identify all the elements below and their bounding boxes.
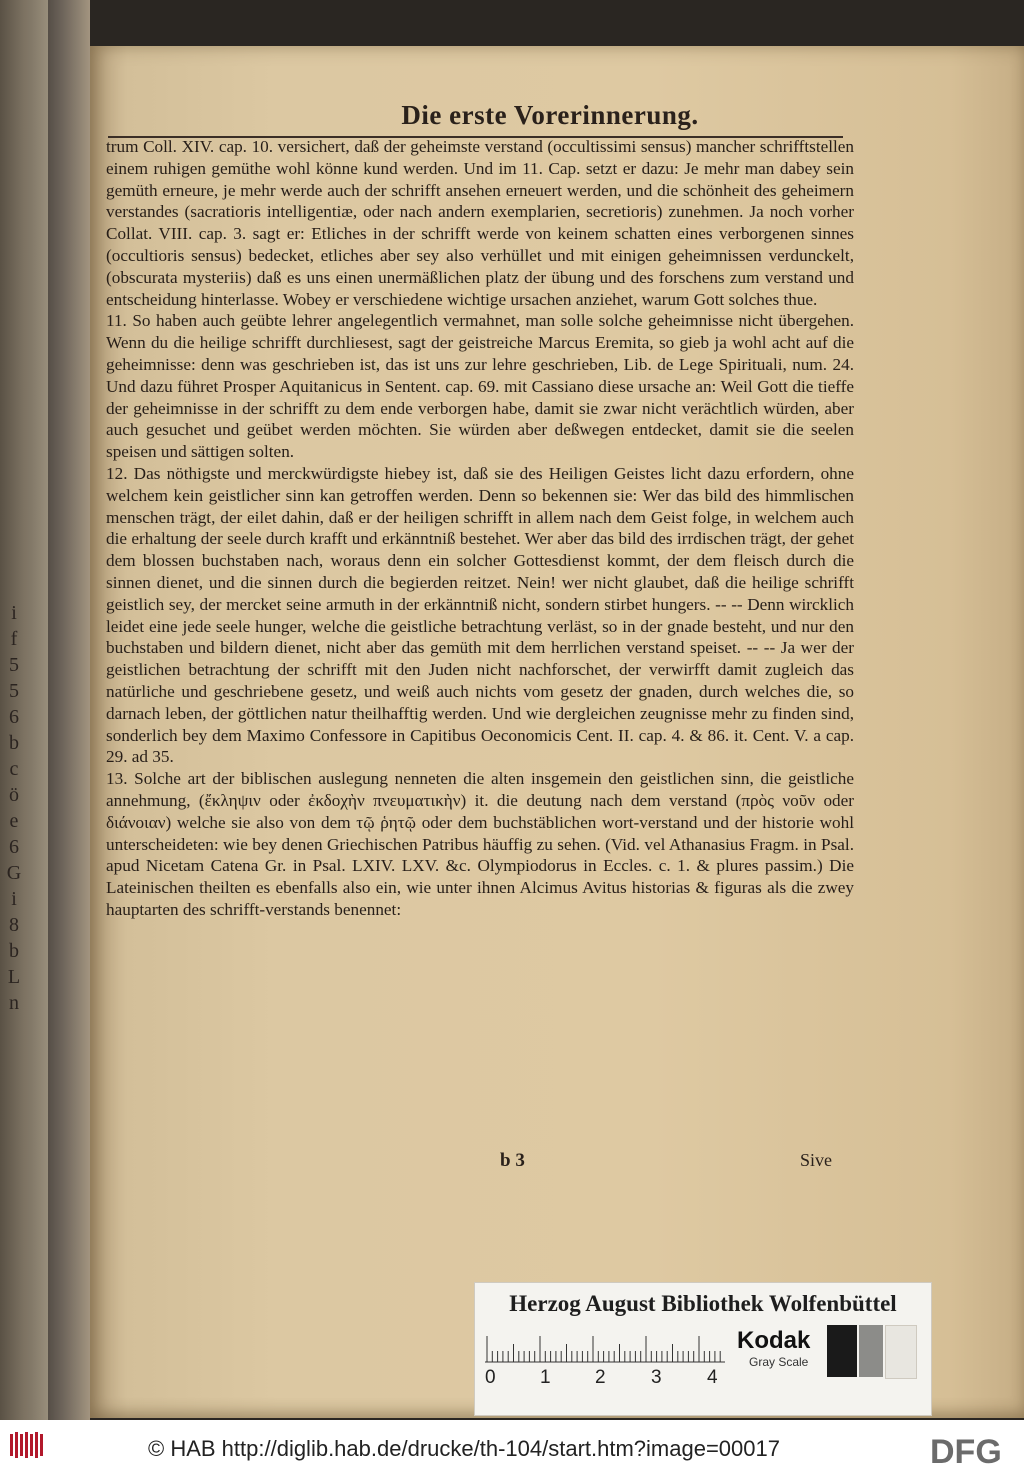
paragraph-continuation: trum Coll. XIV. cap. 10. versichert, daß der geheimste verstand (occultissimi sensus) mancher schrifftstellen einem ruhigen gemüthe wohl könne kund werden. Und im 11. Cap. setzt er dazu: Je mehr man dabey sein gemüth erneure, je mehr werde auch der schrifft ansehen erneuert werden, und die schönheit des geheimern verstandes (sacratioris intelligentiæ, oder nach andern exemplarien, secretioris) zunehmen. Ja noch vorher Collat. VIII. cap. 3. sagt er: Etliches in der schrifft werde von keinem schatten eines verborgenen sinnes (occultioris sensus) bedecket, etliches aber sey also verhüllet und mit einigen geheimnissen verdunckelt, (obscurata mysteriis) daß es uns einen unermäßlichen platz der übung und des forschens zum verstand und entscheidung hinterlasse. Wobey er verschiedene wichtige ursachen anziehet, warum Gott solches thue. [106, 137, 854, 309]
adjacent-page-characters [4, 600, 24, 1016]
ruler-number: 0 [485, 1367, 496, 1388]
copyright-url: © HAB http://diglib.hab.de/drucke/th-104/start.htm?image=00017 [148, 1436, 780, 1461]
edge-character: f [10, 628, 18, 650]
edge-character: L [7, 966, 21, 988]
light-patch [885, 1325, 917, 1379]
book-page [90, 46, 1024, 1418]
edge-character: b [9, 940, 19, 962]
signature-mark: b 3 [500, 1150, 525, 1171]
dfg-logo-icon [928, 1432, 1018, 1468]
library-color-card [474, 1282, 932, 1416]
ruler-number: 1 [540, 1367, 551, 1388]
edge-character: c [9, 758, 19, 780]
page-body [106, 136, 854, 921]
edge-character: 5 [9, 654, 19, 676]
edge-character: 6 [9, 706, 19, 728]
ruler-number: 4 [707, 1367, 718, 1388]
black-patch [827, 1325, 857, 1377]
paragraph-13: 13. Solche art der biblischen auslegung nenneten die alten insgemein den geistlichen sinn, die geistliche annehmung, (ἔκληψιν oder ἐκδοχὴν πνευματικὴν) it. die deutung nach dem verstand (πρὸς νοῦν oder διάνοιαν) welche sie also von dem τῷ ῥητῷ oder dem buchstäblichen wort-verstand und der historie wohl unterscheideten: wie bey denen Griechischen Patribus häuffig zu sehen. (Vid. vel Athanasius Fragm. in Psal. apud Nicetam Catena Gr. in Psal. LXIV. LXV. &c. Olympiodorus in Eccles. c. 1. & plures passim.) Die Lateinischen theilten es ebenfalls also ein, wie unter ihnen Alcimus Avitus historias & figuras als die zwey hauptarten des schrifft-verstands benennet: [106, 769, 854, 919]
edge-character: 6 [9, 836, 19, 858]
edge-character: b [9, 732, 19, 754]
svg-text:DFG: DFG [930, 1433, 1002, 1468]
edge-character: G [6, 862, 22, 884]
edge-character: 5 [9, 680, 19, 702]
edge-character: n [9, 992, 19, 1014]
paragraph-11: 11. So haben auch geübte lehrer angelegentlich vermahnet, man solle solche geheimnisse nicht übergehen. Wenn du die heilige schrifft durchliesest, sagt der geistreiche Marcus Eremita, so gieb ja wohl acht auf die geheimnisse: denn was geschrieben ist, das ist uns zur lehre geschrieben, Lib. de Lege Spirituali, num. 24. Und dazu führet Prosper Aquitanicus in Sentent. cap. 69. mit Cassiano diese ursache an: Weil Gott die tieffe der geheimnisse in der schrifft zu dem ende verborgen habe, damit sie zwar nicht verächtlich würden, aber auch gesuchet und geübet werden möchten. Sie würden aber deßwegen entdecket, damit sie die seelen speisen und sättigen solten. [106, 311, 854, 462]
card-title: Herzog August Bibliothek Wolfenbüttel [509, 1291, 897, 1316]
edge-character: i [11, 888, 17, 910]
running-head: Die erste Vorerinnerung. [401, 100, 699, 130]
ruler-number: 3 [651, 1367, 662, 1388]
ruler-numbers [485, 1367, 725, 1391]
catchword: Sive [800, 1150, 833, 1170]
gray-scale-label: Gray Scale [749, 1355, 809, 1369]
edge-character: e [9, 810, 19, 832]
edge-character: ö [9, 784, 19, 806]
ruler-number: 2 [595, 1367, 606, 1388]
edge-character: i [11, 602, 17, 624]
kodak-label: Kodak [737, 1327, 811, 1354]
ruler-scale-icon [485, 1329, 725, 1363]
gray-patch [859, 1325, 883, 1377]
paragraph-12: 12. Das nöthigste und merckwürdigste hiebey ist, daß sie des Heiligen Geistes licht dazu erfordern, ohne welchem kein geistlicher sinn kan getroffen werden. Denn so bekennen sie: Wer das bild des himmlischen menschen trägt, der eilet dahin, daß er der heiligen schrifft in allem nach dem Geist folge, in welchem auch die erhaltung der seele durch krafft und erkänntniß bestehet. Wer aber das bild des irrdischen trägt, der gehet dem blossen buchstaben nach, woraus denn ein solcher Gottesdienst kommt, der dem fleisch durch die sinnen dienet, und die sinnen durch die begierden reitzet. Nein! wer nicht glaubet, daß die heilige schrifft geistlich sey, der mercket seine armuth in der erkänntniß nicht, sondern stirbet hungers. -- -- Denn wircklich leidet eine jede seele hunger, welche die geistliche betrachtung verläst, so in der gnade besteht, und nur den buchstaben und bildern dienet, nicht aber das gemüth mit dem herrlichen verstand speiset. -- -- Ja wer der geistlichen betrachtung der schrifft mit den Juden nicht nachforschet, der verwirfft damit zugleich das natürliche und geschriebene gesetz, und weiß auch nichts vom gesetz der gnaden, durch welches die, so darnach leben, der göttlichen natur theilhafftig werden. Und wie dergleichen zeugnisse mehr zu finden sind, sonderlich bey dem Maximo Confessore in Capitibus Oeconomicis Cent. II. cap. 4. & 86. it. Cent. V. a cap. 29. ad 35. [106, 463, 854, 767]
hab-logo-icon [8, 1430, 44, 1460]
edge-character: 8 [9, 914, 19, 936]
